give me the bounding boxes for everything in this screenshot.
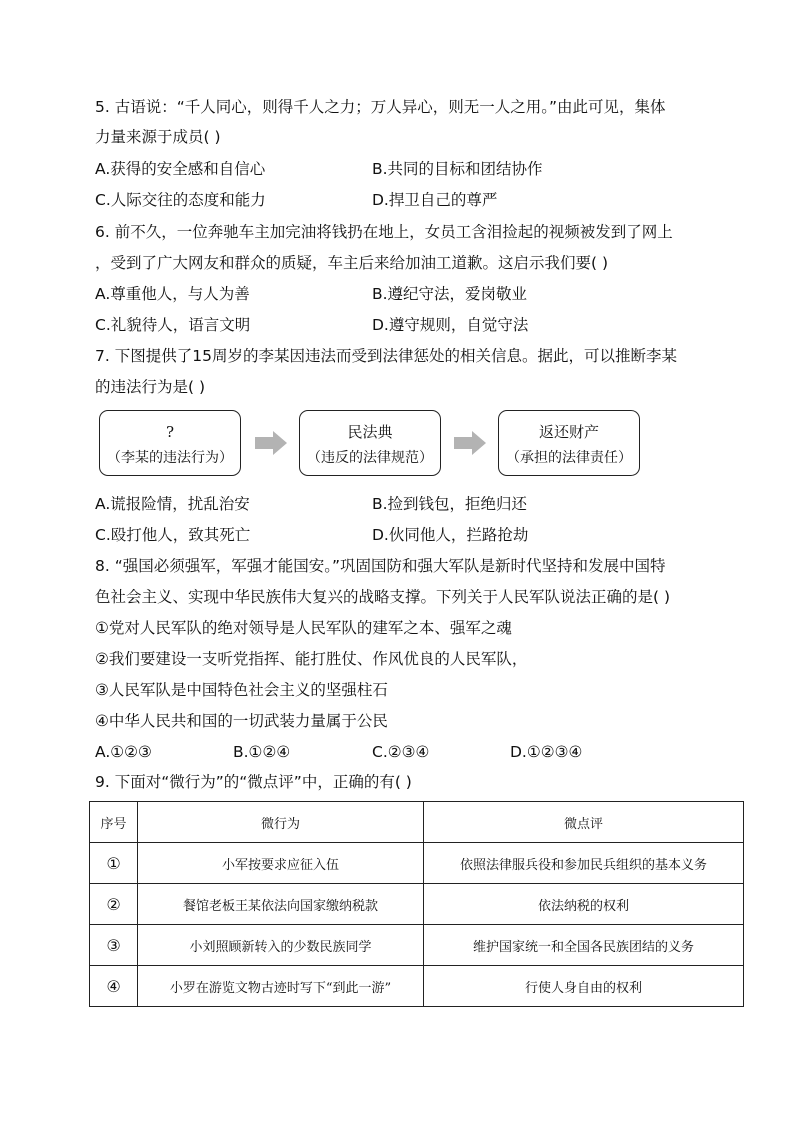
- q6-option-c[interactable]: C.礼貌待人，语言文明: [95, 316, 251, 334]
- table-row: [90, 966, 744, 1007]
- q5-option-c[interactable]: C.人际交往的态度和能力: [95, 191, 266, 209]
- flow-box-law-top: 民法典: [347, 423, 393, 441]
- flow-box-liability-bottom: （承担的法律责任）: [506, 450, 632, 466]
- q7-option-b[interactable]: B.捡到钱包，拒绝归还: [372, 495, 528, 513]
- q6-stem-line2: ，受到了广大网友和群众的质疑，车主后来给加油工道歉。这启示我们要( ): [95, 254, 609, 272]
- flow-box-law-bottom: （违反的法律规范）: [307, 450, 433, 466]
- row-comment: 依法纳税的权利: [424, 884, 744, 925]
- q7-stem-line1: 7. 下图提供了15周岁的李某因违法而受到法律惩处的相关信息。据此，可以推断李某: [95, 347, 677, 365]
- table-row: [90, 843, 744, 884]
- arrow-right-icon: [255, 431, 287, 455]
- row-index: ④: [90, 966, 138, 1007]
- q7-option-d[interactable]: D.伙同他人，拦路抢劫: [372, 526, 529, 544]
- q8-stem-line2: 色社会主义、实现中华民族伟大复兴的战略支撑。下列关于人民军队说法正确的是( ): [95, 588, 671, 606]
- q9-stem-line1: 9. 下面对“微行为”的“微点评”中，正确的有( ): [95, 773, 412, 791]
- row-index: ②: [90, 884, 138, 925]
- q6-option-d[interactable]: D.遵守规则，自觉守法: [372, 316, 529, 334]
- header-comment: 微点评: [424, 802, 744, 843]
- q7-stem-line2: 的违法行为是( ): [95, 378, 206, 396]
- q6-option-a[interactable]: A.尊重他人，与人为善: [95, 285, 250, 303]
- row-comment: 行使人身自由的权利: [424, 966, 744, 1007]
- q5-stem-line1: 5. 古语说：“千人同心，则得千人之力；万人异心，则无一人之用。”由此可见，集体: [95, 98, 666, 116]
- q8-option-d[interactable]: D.①②③④: [510, 743, 583, 761]
- arrow-right-icon: [454, 431, 486, 455]
- row-comment: 维护国家统一和全国各民族团结的义务: [424, 925, 744, 966]
- q8-stem-line1: 8. “强国必须强军，军强才能国安。”巩固国防和强大军队是新时代坚持和发展中国特: [95, 557, 666, 575]
- header-behavior: 微行为: [138, 802, 424, 843]
- q6-option-b[interactable]: B.遵纪守法，爱岗敬业: [372, 285, 528, 303]
- row-index: ③: [90, 925, 138, 966]
- q8-option-b[interactable]: B.①②④: [233, 743, 291, 761]
- q8-option-c[interactable]: C.②③④: [372, 743, 430, 761]
- q8-statement-4: ④中华人民共和国的一切武装力量属于公民: [95, 712, 388, 730]
- flow-box-violation: [99, 410, 241, 476]
- q5-stem-line2: 力量来源于成员( ): [95, 128, 221, 146]
- row-behavior: 小罗在游览文物古迹时写下“到此一游”: [138, 966, 424, 1007]
- q7-option-a[interactable]: A.谎报险情，扰乱治安: [95, 495, 250, 513]
- row-index: ①: [90, 843, 138, 884]
- q7-option-c[interactable]: C.殴打他人，致其死亡: [95, 526, 251, 544]
- q5-option-a[interactable]: A.获得的安全感和自信心: [95, 160, 266, 178]
- flow-box-law: [299, 410, 441, 476]
- table-row: [90, 925, 744, 966]
- q8-statement-2: ②我们要建设一支听党指挥、能打胜仗、作风优良的人民军队，: [95, 650, 528, 668]
- q8-statement-3: ③人民军队是中国特色社会主义的坚强柱石: [95, 681, 388, 699]
- flow-box-violation-top: ?: [165, 423, 175, 441]
- flow-box-violation-bottom: （李某的违法行为）: [107, 450, 233, 466]
- row-behavior: 小军按要求应征入伍: [138, 843, 424, 884]
- q5-option-b[interactable]: B.共同的目标和团结协作: [372, 160, 543, 178]
- q7-flow-diagram: [99, 410, 639, 480]
- q8-option-a[interactable]: A.①②③: [95, 743, 152, 761]
- row-comment: 依照法律服兵役和参加民兵组织的基本义务: [424, 843, 744, 884]
- table-header-row: [90, 802, 744, 843]
- header-index: 序号: [90, 802, 138, 843]
- flow-box-liability: [498, 410, 640, 476]
- q9-table: [89, 801, 744, 1007]
- q8-statement-1: ①党对人民军队的绝对领导是人民军队的建军之本、强军之魂: [95, 619, 512, 637]
- flow-box-liability-top: 返还财产: [538, 423, 599, 441]
- q5-option-d[interactable]: D.捍卫自己的尊严: [372, 191, 498, 209]
- row-behavior: 餐馆老板王某依法向国家缴纳税款: [138, 884, 424, 925]
- q6-stem-line1: 6. 前不久，一位奔驰车主加完油将钱扔在地上，女员工含泪捡起的视频被发到了网上: [95, 223, 673, 241]
- table-row: [90, 884, 744, 925]
- row-behavior: 小刘照顾新转入的少数民族同学: [138, 925, 424, 966]
